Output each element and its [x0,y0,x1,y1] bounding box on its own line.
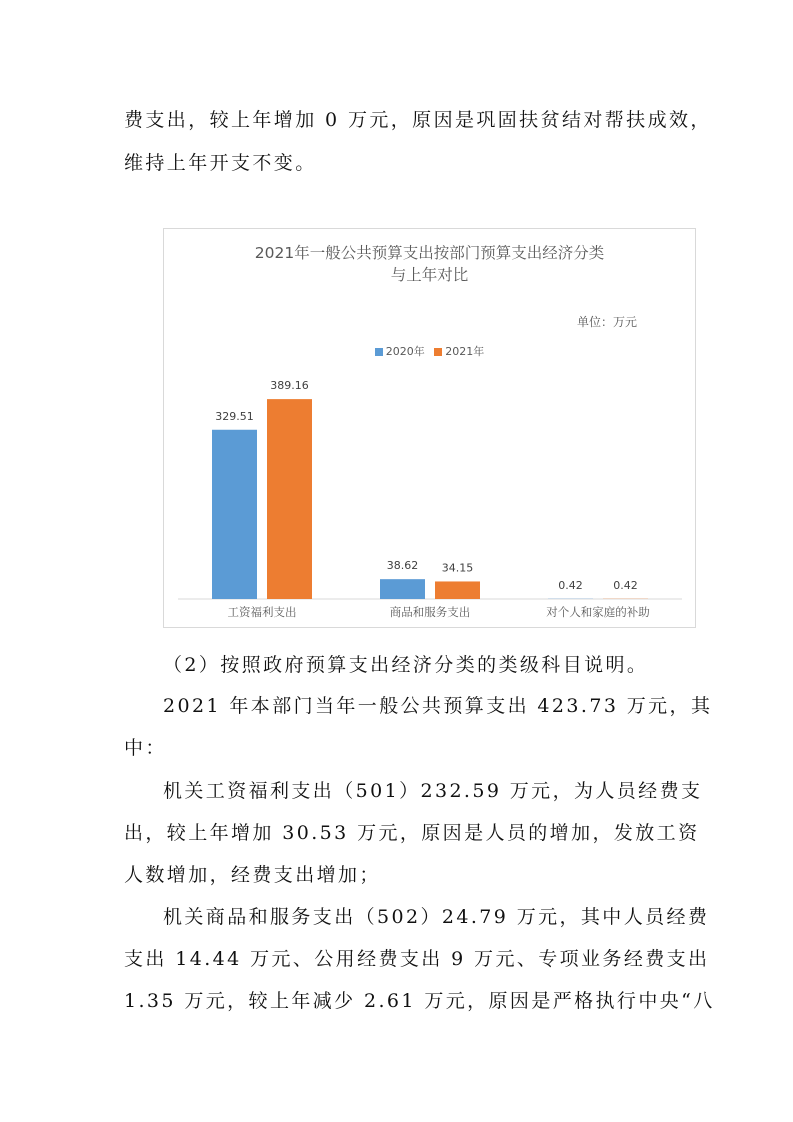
bar-2020年-工资福利支出 [212,430,257,599]
paragraph-line-4: 2021 年本部门当年一般公共预算支出 423.73 万元，其 [163,695,713,717]
paragraph-line-10: 支出 14.44 万元、公用经费支出 9 万元、专项业务经费支出 [124,948,710,970]
paragraph-line-6: 机关工资福利支出（501）232.59 万元，为人员经费支 [163,780,703,802]
category-label-0: 工资福利支出 [227,605,297,619]
data-label-2020年-对个人和家庭的补助: 0.42 [558,578,583,592]
chart-container [163,228,696,628]
legend-label-2021: 2021年 [445,345,485,358]
category-label-2: 对个人和家庭的补助 [546,605,650,619]
bar-chart [164,229,695,627]
data-label-2021年-工资福利支出: 389.16 [270,379,309,393]
paragraph-line-9: 机关商品和服务支出（502）24.79 万元，其中人员经费 [163,906,710,928]
data-label-2021年-商品和服务支出: 34.15 [441,561,474,575]
paragraph-line-1: 费支出，较上年增加 0 万元，原因是巩固扶贫结对帮扶成效， [124,109,712,131]
bar-2020年-商品和服务支出 [380,579,425,599]
category-label-1: 商品和服务支出 [389,605,471,619]
chart-unit-label: 单位：万元 [576,315,637,329]
bar-2021年-商品和服务支出 [435,581,480,599]
data-label-2020年-工资福利支出: 329.51 [215,409,254,423]
legend-label-2020: 2020年 [385,345,425,358]
data-label-2020年-商品和服务支出: 38.62 [386,559,419,573]
paragraph-line-11: 1.35 万元，较上年减少 2.61 万元，原因是严格执行中央“八 [124,990,715,1012]
paragraph-line-8: 人数增加，经费支出增加； [124,864,381,886]
paragraph-line-5: 中： [124,737,167,759]
chart-title-line-2: 与上年对比 [390,266,469,284]
paragraph-line-2: 维持上年开支不变。 [124,152,317,174]
data-label-2021年-对个人和家庭的补助: 0.42 [613,578,638,592]
chart-title-line-1: 2021年一般公共预算支出按部门预算支出经济分类 [254,244,605,262]
paragraph-line-7: 出，较上年增加 30.53 万元，原因是人员的增加，发放工资 [124,822,700,844]
bar-2021年-工资福利支出 [267,399,312,599]
paragraph-line-3: （2）按照政府预算支出经济分类的类级科目说明。 [163,654,649,676]
